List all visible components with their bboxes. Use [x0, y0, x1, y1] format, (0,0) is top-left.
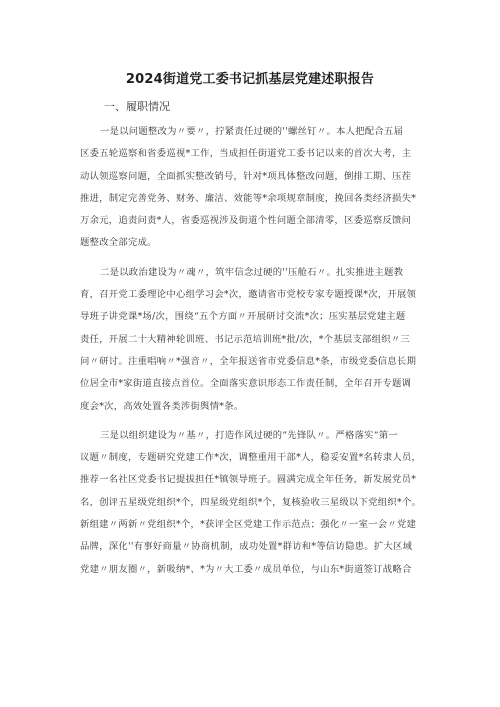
- paragraph-line: 动认领巡察问题，全面抓实整改销号，针对*项具体整改问题，倒排工期、压茬: [80, 170, 412, 182]
- paragraph-line: 区委五轮巡察和省委巡视*工作，当成担任街道党工委书记以来的首次大考，主: [80, 148, 412, 160]
- document-title: 2024街道党工委书记抓基层党建述职报告: [125, 72, 375, 87]
- paragraph-line: 推荐一名社区党委书记提拔担任*镇领导班子。圆满完成全年任务，新发展党员*: [80, 474, 417, 486]
- paragraph-line: 新组建〃两新〃党组织*个，*获评全区党建工作示范点；强化〃一室一会〃党建: [80, 519, 417, 531]
- paragraph-line: 问〃研讨。注重唱响〃*强音〃，全年报送省市党委信息*条，市级党委信息长期: [80, 355, 417, 367]
- paragraph-line: 二是以政治建设为〃魂〃，筑牢信念过硬的''压舱石〃。扎实推进主题教: [100, 266, 404, 278]
- paragraph-line: 推进，制定完善党务、财务、廉洁、效能等*余项规章制度，挽回各类经济损失*: [80, 192, 417, 204]
- paragraph-line: 育，召开党工委理论中心组学习会*次，邀请省市党校专家专题授课*次，开展领: [80, 289, 417, 301]
- paragraph-line: 题整改全部完成。: [80, 237, 157, 249]
- paragraph-line: 三是以组织建设为〃基〃，打造作风过硬的“先锋队〃。严格落实“第一: [100, 429, 399, 441]
- paragraph-line: 一是以问题整改为〃要〃，拧紧责任过硬的''螺丝钉〃。本人把配合五届: [100, 126, 404, 137]
- document-body: [80, 121, 432, 588]
- paragraph-line: 议题〃制度，专题研究党建工作*次，调整重用干部*人，稳妥安置*名转隶人员，: [80, 452, 422, 464]
- paragraph-line: 导班子讲党课*场/次，围绕“五个方面〃开展研讨交流*次；压实基层党建主题: [80, 311, 406, 323]
- paragraph-line: 品牌，深化''有事好商量〃协商机制，成功处置*群访和*等信访隐患。扩大区域: [80, 541, 413, 553]
- body-paragraph: [80, 425, 432, 581]
- paragraph-line: 名，创评五星级党组织*个，四星级党组织*个，复核验收三星级以下党组织*个。: [80, 496, 422, 508]
- body-paragraph: [80, 262, 432, 418]
- paragraph-line: 责任，开展二十大精神轮训班、书记示范培训班*批/次，*个基层支部组织〃三: [80, 333, 411, 345]
- section-heading: 一、履职情况: [104, 100, 170, 113]
- paragraph-line: 度会*次，高效处置各类涉街舆情*条。: [80, 400, 244, 412]
- body-paragraph: [80, 121, 432, 255]
- paragraph-line: 万余元，追责问责*人，省委巡视涉及街道个性问题全部清零，区委巡察反馈问: [80, 215, 412, 227]
- paragraph-line: 位居全市*家街道直接点首位。全面落实意识形态工作责任制，全年召开专题调: [80, 378, 412, 390]
- paragraph-line: 党建〃朋友圈〃，新吸纳*、*为〃大工委〃成员单位，与山东*街道签订战略合: [80, 563, 412, 575]
